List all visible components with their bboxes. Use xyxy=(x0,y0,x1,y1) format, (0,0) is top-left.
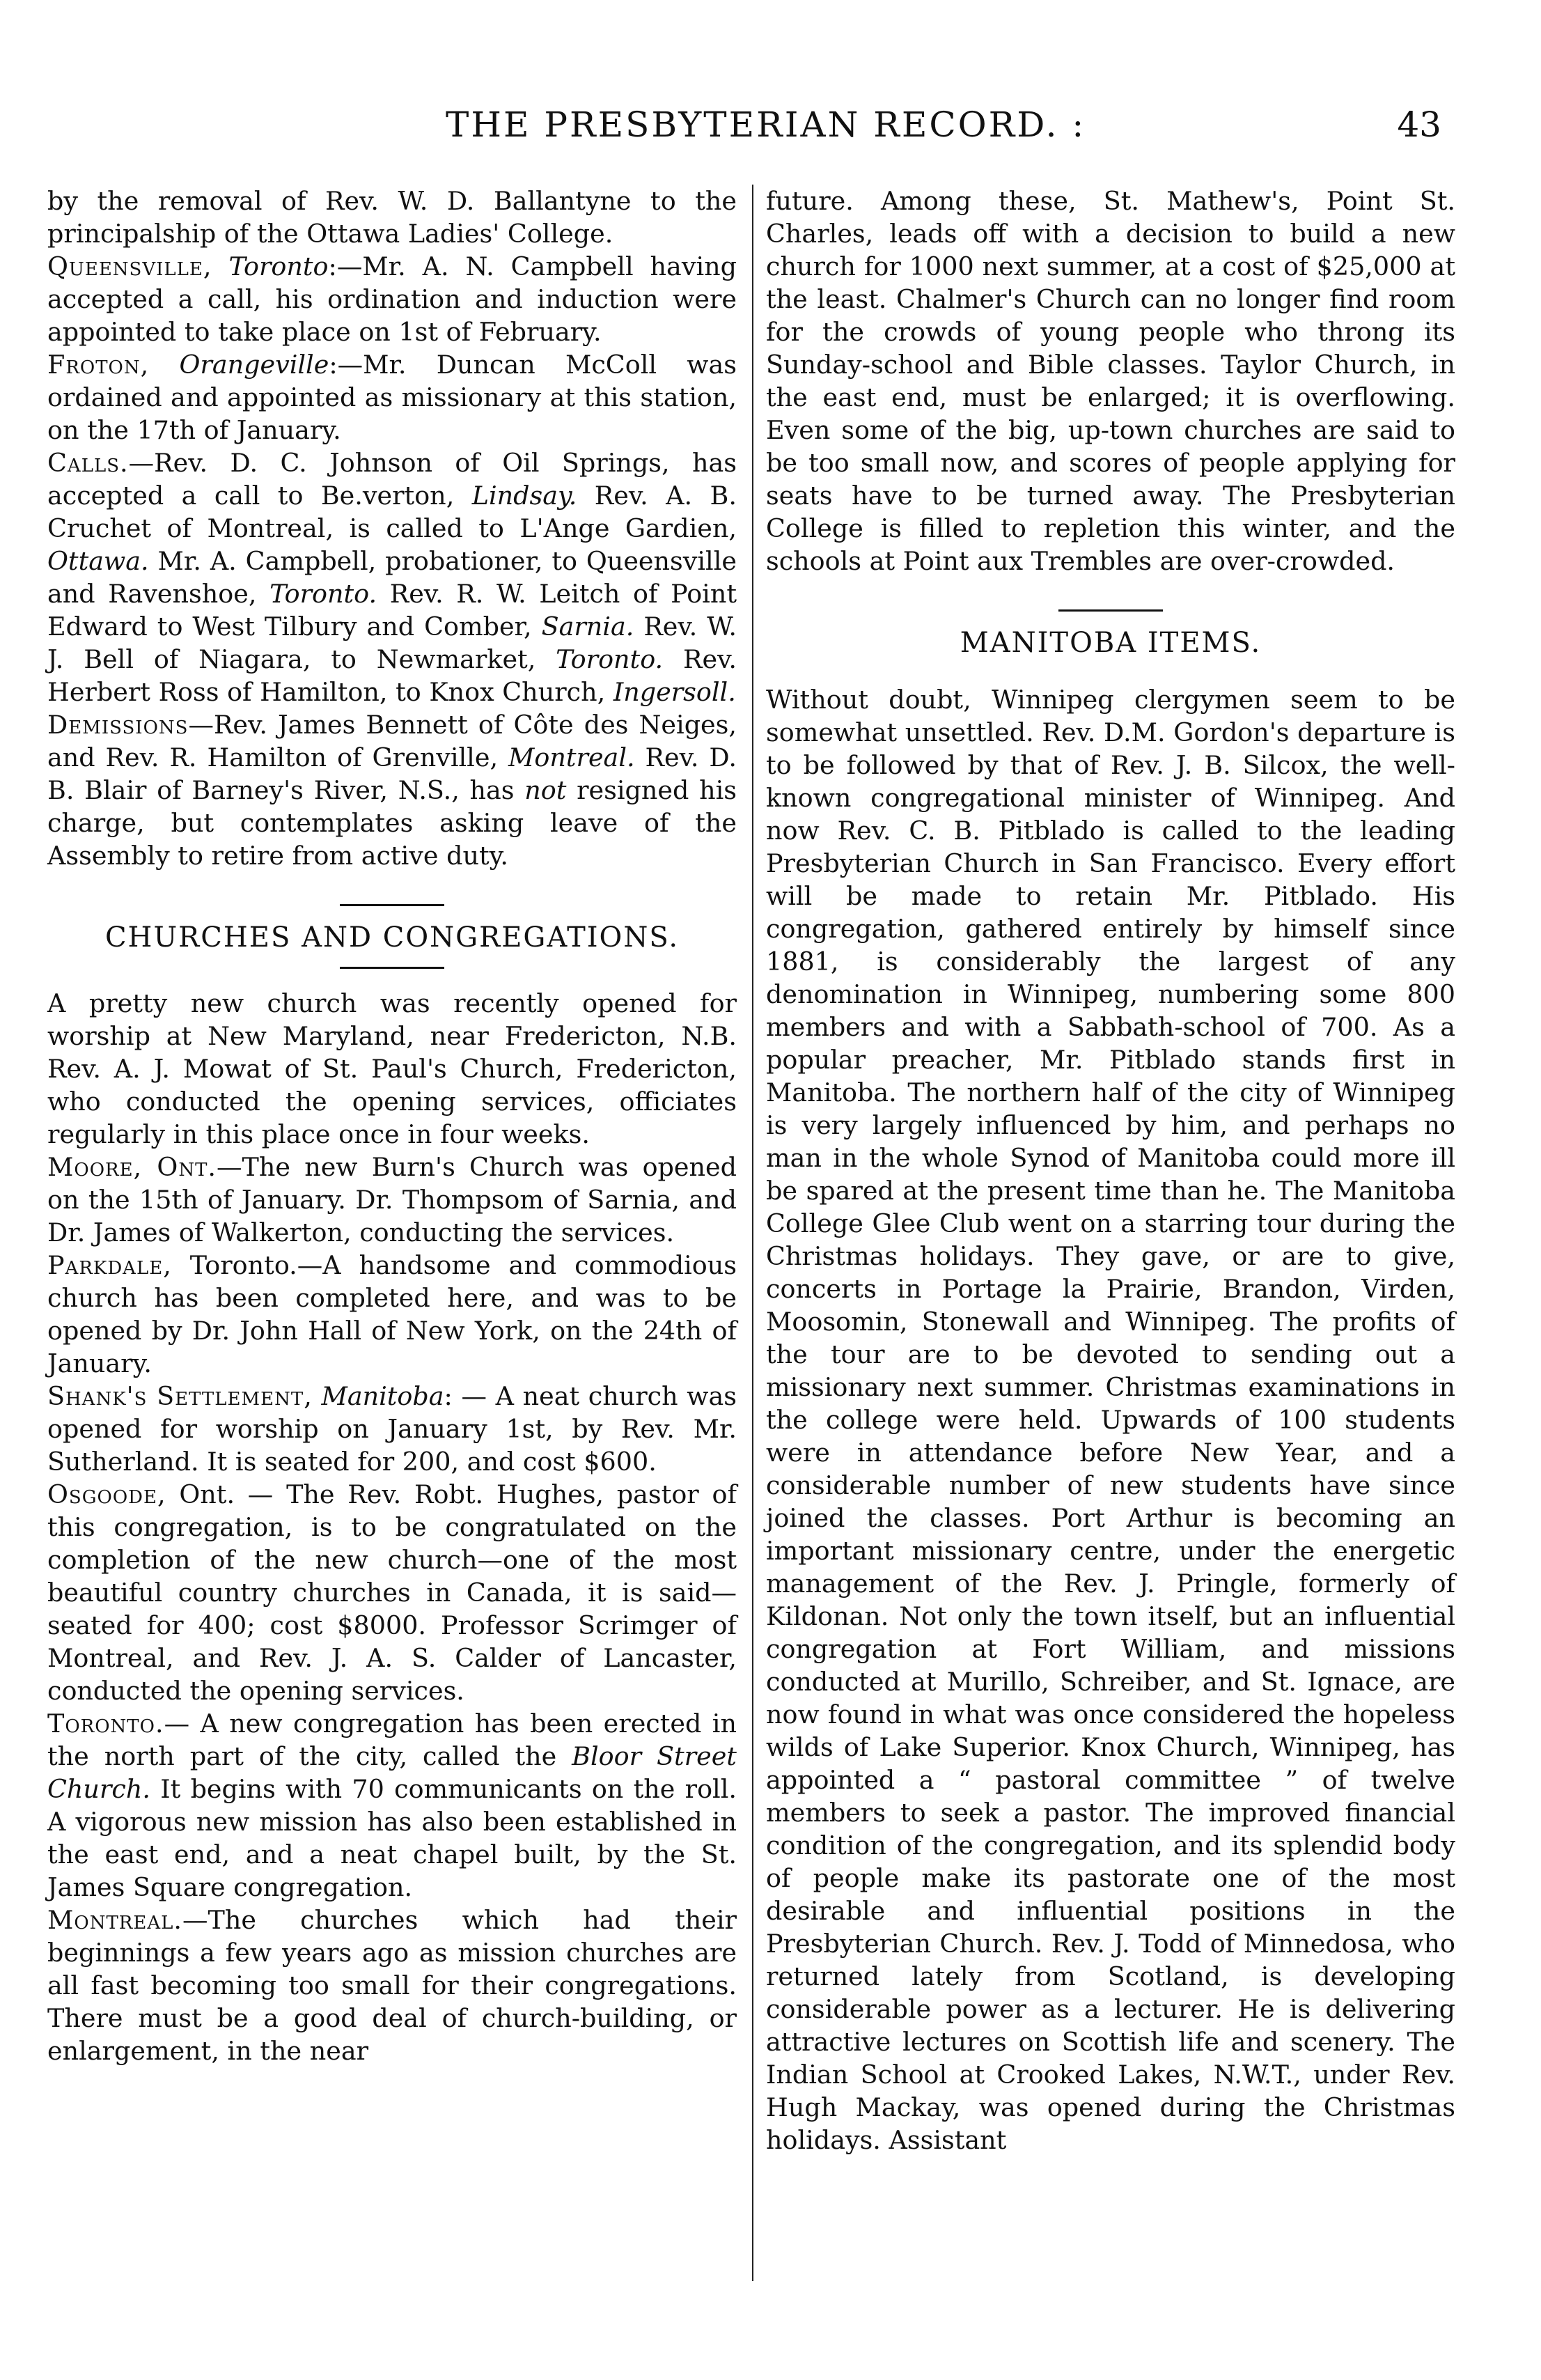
entry-text: —The new Burn's Church was opened on the 15th of January. Dr. Thompsom of Sarnia, and Dr. James of Walkerton, conducting the services. xyxy=(47,1152,737,1247)
page-number: 43 xyxy=(1397,104,1441,145)
entry-text: — A new congregation has been erected in the north part of the city, called the xyxy=(47,1709,737,1771)
entry-place: Toronto. xyxy=(269,579,377,609)
entry-text: Toronto.—A handsome and commodious church has been completed here, and was to be opened by Dr. John Hall of New York, on the 24th of January. xyxy=(47,1250,737,1378)
running-head xyxy=(77,104,1462,155)
entry-lead: Toronto. xyxy=(47,1709,164,1739)
entry-place: Toronto. xyxy=(556,644,664,674)
entry-place: Sarnia. xyxy=(541,612,634,641)
entry-place: Bloor Street Church. xyxy=(47,1741,737,1804)
entry-lead: Shank's Settlement, xyxy=(47,1381,313,1411)
entry-text: Ont. — The Rev. Robt. Hughes, pastor of this congregation, is to be congratulated on the completion of the new church—one of the most beautiful country churches in Canada, it is said—seated for 400; cost $8000. Professor Scrimger of Montreal, and Rev. J. A. S. Calder of Lancaster, conducted the opening services. xyxy=(47,1479,737,1706)
paragraph-osgoode xyxy=(47,1478,737,1707)
paragraph-montreal xyxy=(47,1904,737,2067)
entry-place: Montreal. xyxy=(508,742,635,772)
entry-place: Lindsay. xyxy=(471,481,577,511)
section-rule xyxy=(340,967,444,969)
entry-lead: Osgoode, xyxy=(47,1479,166,1509)
entry-text: Rev. A. B. Cruchet of Montreal, is called to L'Ange Gardien, xyxy=(47,481,737,543)
entry-place: Orangeville xyxy=(179,350,329,380)
entry-text: Mr. A. Campbell, probationer, to Queensville and Ravenshoe, xyxy=(47,546,737,609)
entry-place: Ingersoll. xyxy=(613,677,736,707)
section-heading-manitoba: MANITOBA ITEMS. xyxy=(960,627,1262,659)
paragraph-demissions xyxy=(47,708,737,872)
entry-text: resigned his charge, but contemplates asking leave of the Assembly to retire from active duty. xyxy=(47,775,737,871)
entry-lead: Demissions xyxy=(47,710,189,740)
entry-text: :—Mr. A. N. Campbell having accepted a call, his ordination and induction were appointed to take place on 1st of February. xyxy=(47,251,737,347)
section-rule xyxy=(340,904,444,906)
section-heading-churches: CHURCHES AND CONGREGATIONS. xyxy=(104,921,680,954)
paragraph-calls xyxy=(47,446,737,708)
entry-text: Rev. D. B. Blair of Barney's River, N.S., has xyxy=(47,742,737,805)
paragraph-moore xyxy=(47,1151,737,1249)
entry-text: Rev. R. W. Leitch of Point Edward to West Tilbury and Comber, xyxy=(47,579,737,641)
entry-text: —Rev. D. C. Johnson of Oil Springs, has accepted a call to Be.verton, xyxy=(47,448,737,511)
entry-place: Manitoba xyxy=(321,1381,444,1411)
column-divider xyxy=(752,185,753,2281)
entry-text: : — A neat church was opened for worship on January 1st, by Rev. Mr. Sutherland. It is seated for 200, and cost $600. xyxy=(47,1381,737,1477)
entry-text: Rev. W. J. Bell of Niagara, to Newmarket, xyxy=(47,612,737,674)
entry-text: It begins with 70 communicants on the roll. A vigorous new mission has also been established in the east end, and a neat chapel built, by the St. James Square congregation. xyxy=(47,1774,737,1902)
entry-lead: Calls. xyxy=(47,448,129,478)
entry-text: —The churches which had their beginnings a few years ago as mission churches are all fast becoming too small for their congregations. There must be a good deal of church-building, or enlargement, in the near xyxy=(47,1905,737,2066)
paragraph-new-maryland: A pretty new church was recently opened for worship at New Maryland, near Fredericton, N.B. Rev. A. J. Mowat of St. Paul's Church, Fredericton, who conducted the opening services, officiates regularly in this place once in four weeks. xyxy=(47,988,737,1149)
entry-lead: Froton, xyxy=(47,350,150,380)
entry-lead: Montreal. xyxy=(47,1905,182,1935)
paragraph-manitoba-items: Without doubt, Winnipeg clergymen seem to be somewhat unsettled. Rev. D.M. Gordon's departure is to be followed by that of Rev. J. B. Silcox, the well-known congregational minister of Winnipeg. And now Rev. C. B. Pitblado is called to the leading Presbyterian Church in San Francisco. Every effort will be made to retain Mr. Pitblado. His congregation, gathered entirely by himself since 1881, is considerably the largest of any denomination in Winnipeg, numbering some 800 members and with a Sabbath-school of 700. As a popular preacher, Mr. Pitblado stands first in Manitoba. The northern half of the city of Winnipeg is very largely influenced by him, and perhaps no man in the whole Synod of Manitoba could more ill be spared at the present time than he. The Manitoba College Glee Club went on a starring tour during the Christmas holidays. They gave, or are to give, concerts in Portage la Prairie, Brandon, Virden, Moosomin, Stonewall and Winnipeg. The profits of the tour are to be devoted to sending out a missionary next summer. Christmas examinations in the college were held. Upwards of 100 students were in attendance before New Year, and a considerable number of new students have since joined the classes. Port Arthur is becoming an important missionary centre, under the energetic management of the Rev. J. Pringle, formerly of Kildonan. Not only the town itself, but an influential congregation at Fort William, and missions conducted at Murillo, Schreiber, and St. Ignace, are now found in what was once considered the hopeless wilds of Lake Superior. Knox Church, Winnipeg, has appointed a “ pastoral committee ” of twelve members to seek a pastor. The improved financial condition of the congregation, and its splendid body of people make its pastorate one of the most desirable and influential positions in the Presbyterian Church. Rev. J. Todd of Minnedosa, who returned lately from Scotland, is developing considerable power as a lecturer. He is delivering attractive lectures on Scottish life and scenery. The Indian School at Crooked Lakes, N.W.T., under Rev. Hugh Mackay, was opened during the Christmas holidays. Assistant xyxy=(766,685,1455,2155)
entry-place: Ottawa. xyxy=(47,546,149,576)
entry-text: Rev. Herbert Ross of Hamilton, to Knox Church, xyxy=(47,644,737,707)
entry-text: :—Mr. Duncan McColl was ordained and appointed as missionary at this station, on the 17th of January. xyxy=(47,350,737,445)
paragraph-montreal-continued: future. Among these, St. Mathew's, Point St. Charles, leads off with a decision to build a new church for 1000 next summer, at a cost of $25,000 at the least. Chalmer's Church can no longer find room for the crowds of young people who throng its Sunday-school and Bible classes. Taylor Church, in the east end, must be enlarged; it is overflowing. Even some of the big, up-town churches are said to be too small now, and scores of people applying for seats have to be turned away. The Presbyterian College is filled to repletion this winter, and the schools at Point aux Trembles are over-crowded. xyxy=(766,186,1455,576)
paragraph-shanks-settlement xyxy=(47,1380,737,1478)
entry-lead: Queensville, xyxy=(47,251,212,281)
entry-lead: Parkdale, xyxy=(47,1250,172,1280)
paragraph-ballantyne: by the removal of Rev. W. D. Ballantyne to the principalship of the Ottawa Ladies' College. xyxy=(47,186,737,249)
right-column xyxy=(766,185,1455,2156)
entry-place: Toronto xyxy=(228,251,329,281)
paragraph-parkdale xyxy=(47,1249,737,1380)
paragraph-queensville xyxy=(47,250,737,348)
entry-text: —Rev. James Bennett of Côte des Neiges, and Rev. R. Hamilton of Grenville, xyxy=(47,710,737,772)
paragraph-froton xyxy=(47,348,737,446)
emphasis: not xyxy=(524,775,567,805)
paragraph-toronto xyxy=(47,1707,737,1904)
section-rule xyxy=(1058,609,1163,612)
entry-lead: Moore, Ont. xyxy=(47,1152,217,1182)
left-column xyxy=(47,185,737,2067)
running-title: THE PRESBYTERIAN RECORD. : xyxy=(446,104,1086,145)
